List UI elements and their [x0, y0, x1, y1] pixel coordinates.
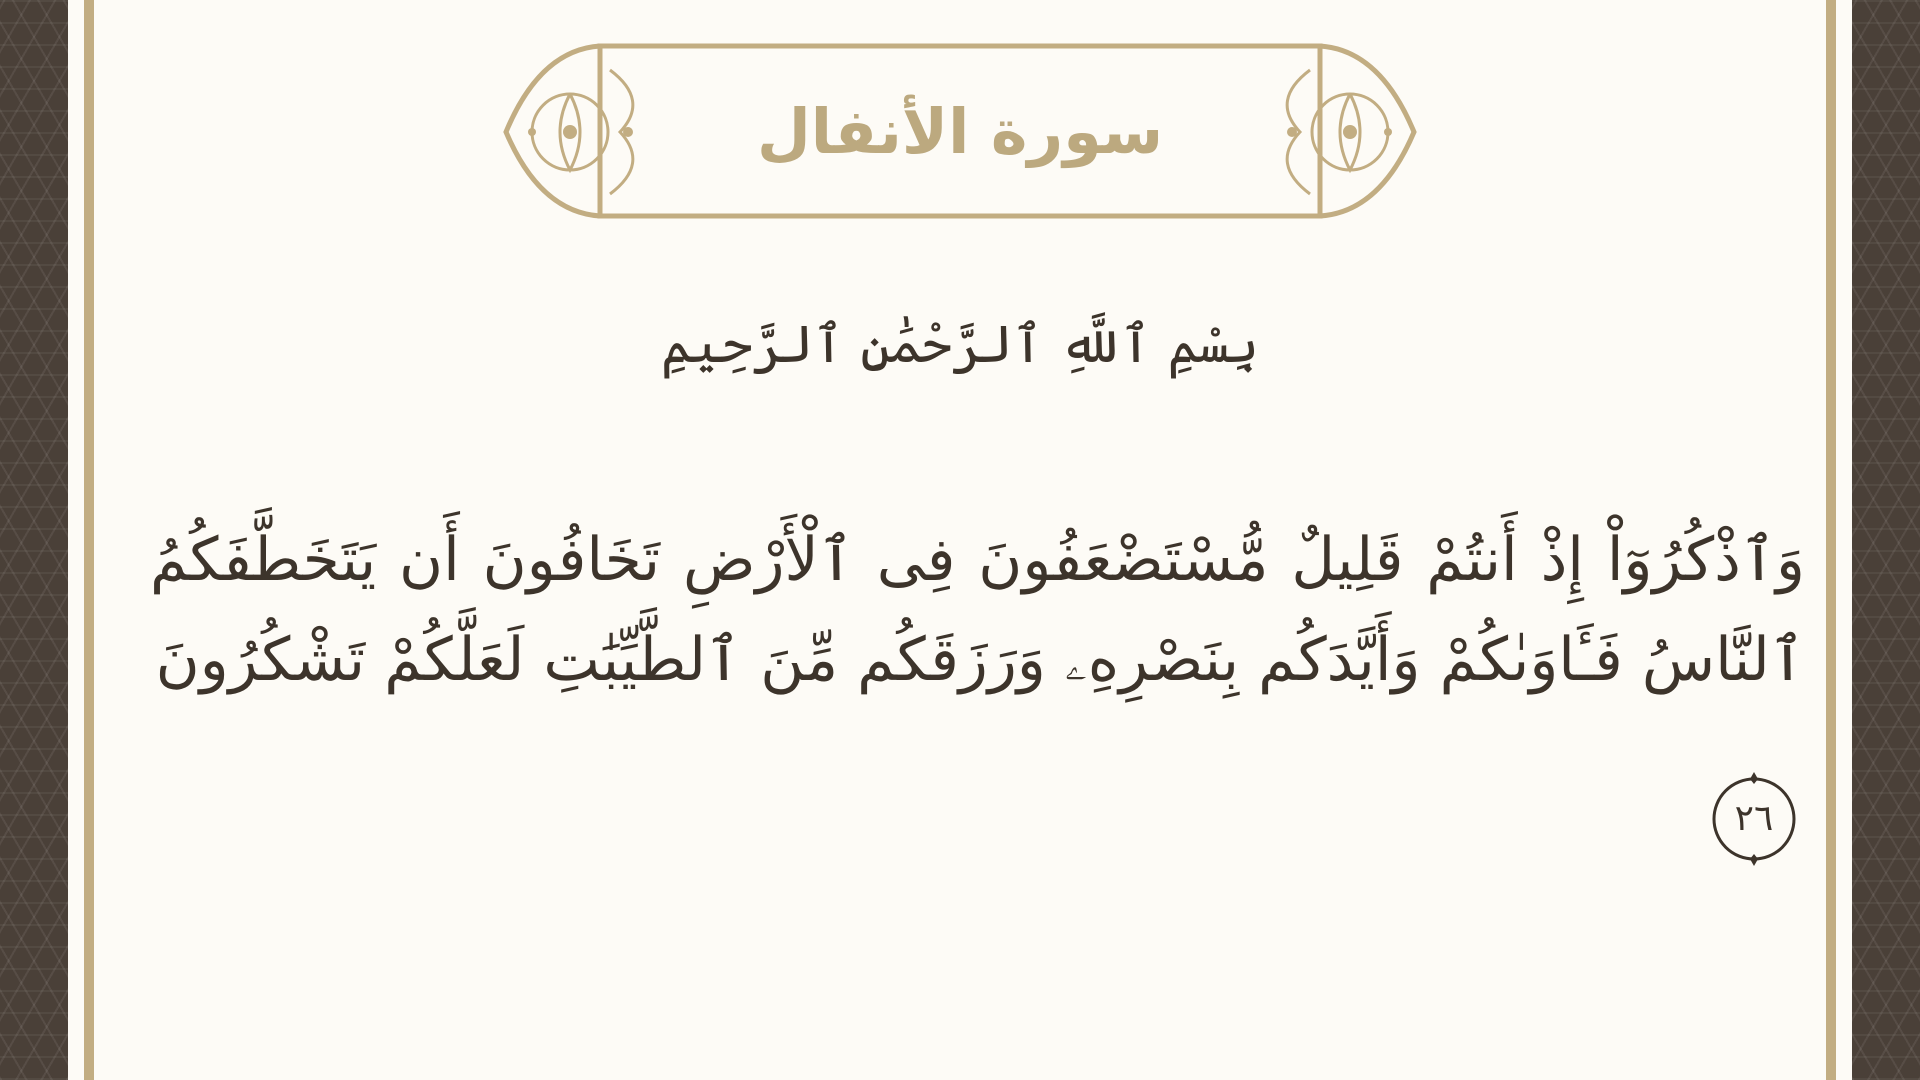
basmala: بِسْمِ ٱللَّهِ ٱلرَّحْمَٰنِ ٱلرَّحِيمِ: [660, 315, 1260, 375]
right-geometric-border: [1852, 0, 1920, 1080]
left-geometric-border: [0, 0, 68, 1080]
ayah-end-marker-icon: [1710, 770, 1798, 868]
ayah-number: ٢٦: [1734, 797, 1774, 839]
right-gold-rule: [1826, 0, 1836, 1080]
surah-title-cartouche: [500, 40, 1420, 230]
left-gold-rule: [84, 0, 94, 1080]
surah-title: سورة الأنفال: [756, 94, 1164, 168]
verse-text: وَٱذْكُرُوٓاْ إِذْ أَنتُمْ قَلِيلٌ مُّسْتَضْعَفُونَ فِى ٱلْأَرْضِ تَخَافُونَ أَن يَتَخَطَّفَكُمُ ٱلنَّاسُ فَـَٔاوَىٰكُمْ وَأَيَّدَكُم بِنَصْرِهِۦ وَرَزَقَكُم مِّنَ ٱلطَّيِّبَٰتِ لَعَلَّكُمْ تَشْكُرُونَ: [150, 525, 1805, 695]
